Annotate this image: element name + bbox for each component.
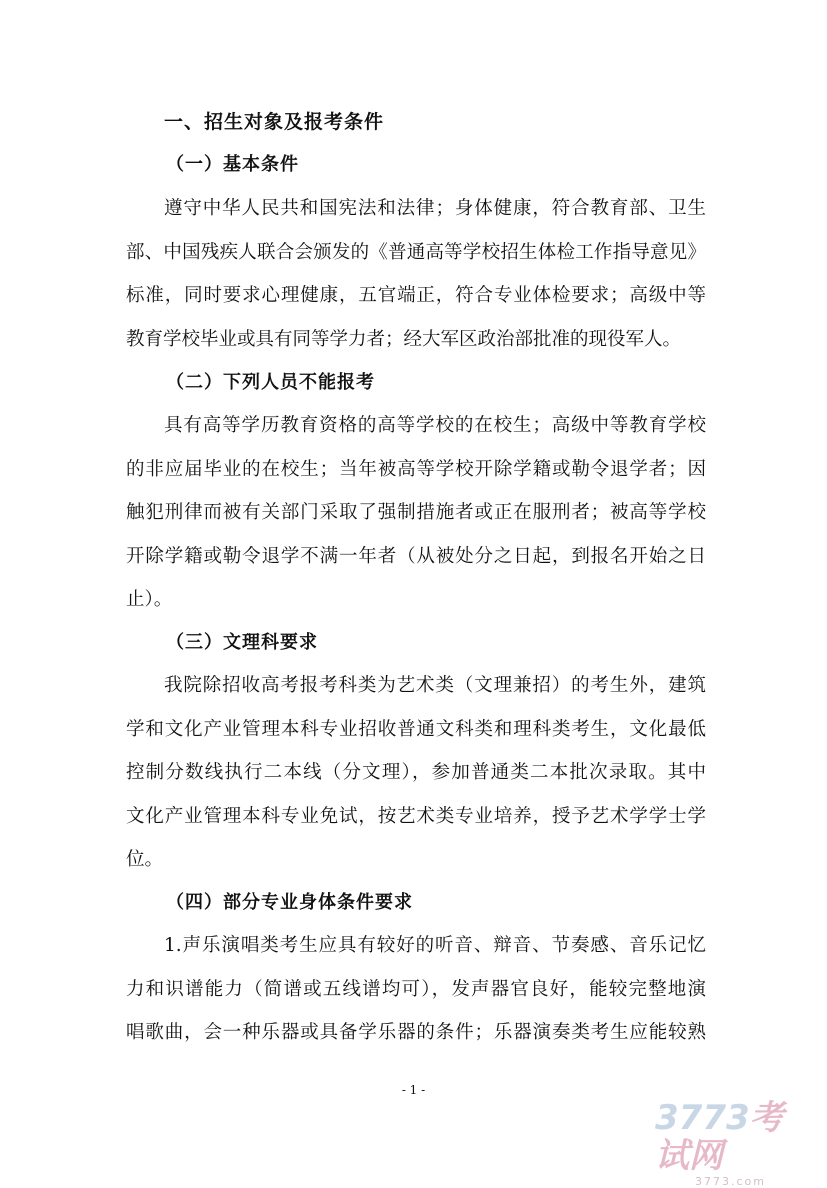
page-number: - 1 -	[401, 1083, 426, 1097]
paragraph-line: 标准，同时要求心理健康，五官端正，符合专业体检要求；高级中等	[126, 285, 706, 306]
paragraph-line: 止）。	[126, 589, 173, 610]
section-title-physical-requirements: （四）部分专业身体条件要求	[166, 892, 413, 913]
paragraph-basic-conditions	[126, 187, 706, 361]
main-heading: 一、招生对象及报考条件	[164, 111, 385, 133]
paragraph-line: 文化产业管理本科专业免试，按艺术类专业培养，授予艺术学学士学	[126, 805, 706, 827]
watermark-text: 考试网	[655, 1098, 784, 1176]
paragraph-line: 的非应届毕业的在校生；当年被高等学校开除学籍或勒令退学者；因	[126, 458, 706, 480]
paragraph-line: 力和识谱能力（简谱或五线谱均可），发声器官良好，能较完整地演	[126, 978, 706, 1000]
paragraph-arts-science	[126, 664, 706, 882]
paragraph-physical-requirements	[126, 924, 706, 1055]
paragraph-line: 唱歌曲，会一种乐器或具备学乐器的条件；乐器演奏类考生应能较熟	[126, 1022, 706, 1043]
paragraph-line: 教育学校毕业或具有同等学力者；经大军区政治部批准的现役军人。	[126, 328, 682, 350]
watermark-url: 3773.com	[695, 1175, 766, 1188]
paragraph-line: 1.声乐演唱类考生应具有较好的听音、辩音、节奏感、音乐记忆	[164, 935, 706, 956]
paragraph-line: 学和文化产业管理本科专业招收普通文科类和理科类考生，文化最低	[126, 718, 706, 740]
paragraph-line: 我院除招收高考报考科类为艺术类（文理兼招）的考生外，建筑	[164, 675, 706, 696]
watermark-number: 3773	[655, 1098, 750, 1138]
section-title-arts-science: （三）文理科要求	[166, 632, 318, 653]
paragraph-line: 具有高等学历教育资格的高等学校的在校生；高级中等教育学校	[164, 415, 706, 436]
paragraph-line: 部、中国残疾人联合会颁发的《普通高等学校招生体检工作指导意见》	[126, 241, 706, 263]
paragraph-line: 触犯刑律而被有关部门采取了强制措施者或正在服刑者；被高等学校	[126, 502, 706, 523]
paragraph-line: 位。	[126, 849, 164, 870]
paragraph-line: 开除学籍或勒令退学不满一年者（从被处分之日起，到报名开始之日	[126, 545, 706, 567]
paragraph-line: 控制分数线执行二本线（分文理），参加普通类二本批次录取。其中	[126, 762, 706, 783]
section-title-basic-conditions: （一）基本条件	[166, 154, 299, 175]
site-watermark-logo	[655, 1098, 805, 1188]
section-title-ineligible: （二）下列人员不能报考	[166, 372, 375, 393]
paragraph-ineligible	[126, 404, 706, 622]
paragraph-line: 遵守中华人民共和国宪法和法律；身体健康，符合教育部、卫生	[164, 198, 706, 219]
